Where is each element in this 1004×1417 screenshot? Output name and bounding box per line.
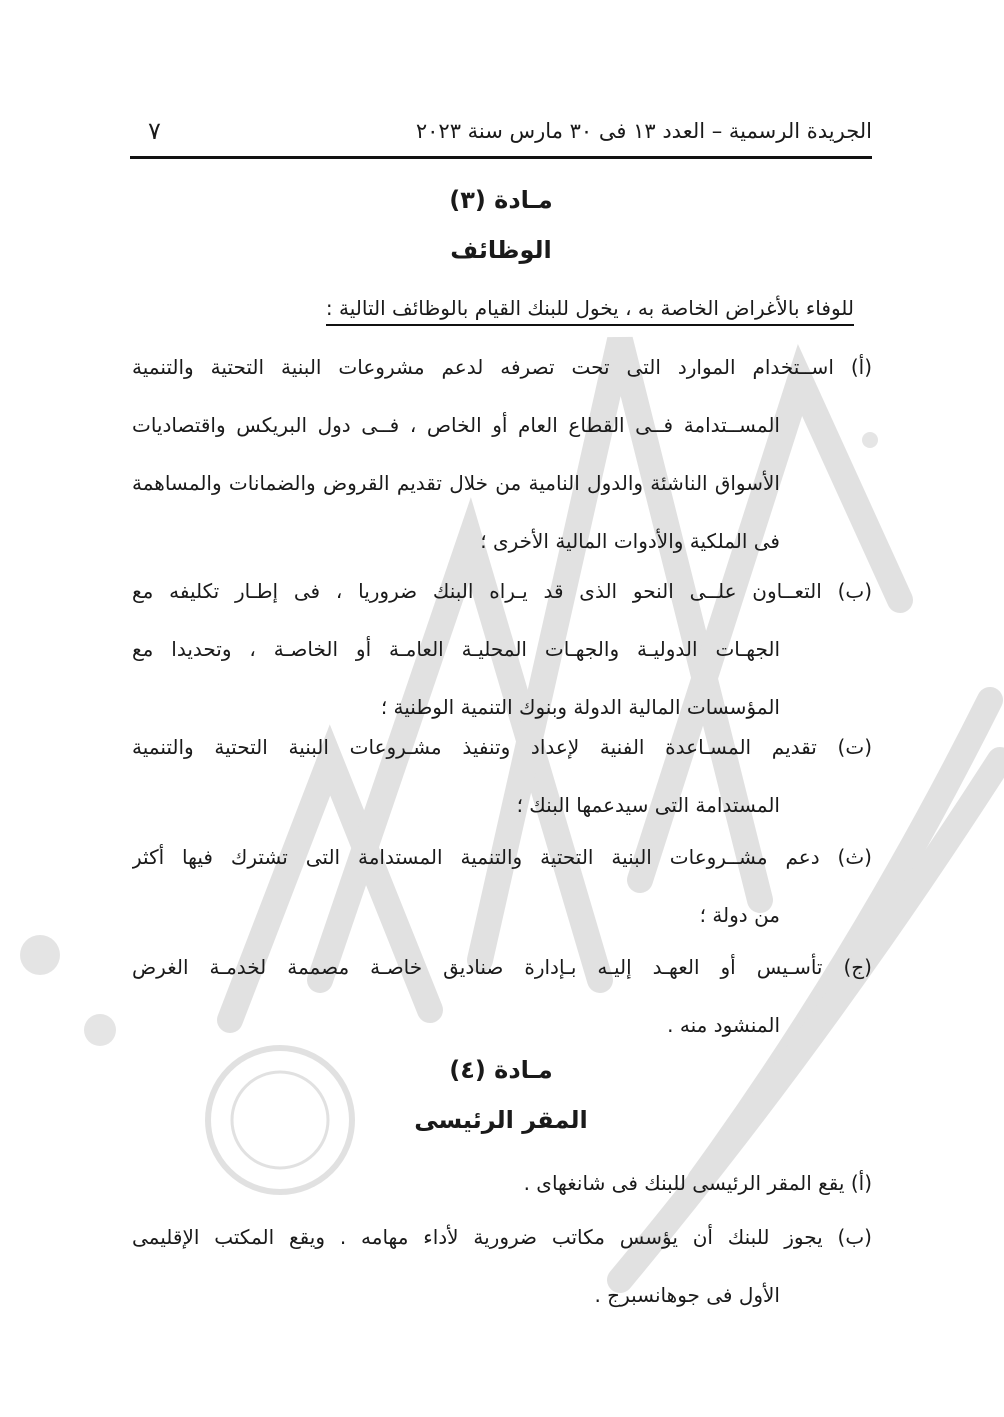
clause-line: (ب) يجوز للبنك أن يؤسس مكاتب ضرورية لأداء مهامه . ويقع المكتب الإقليمى — [132, 1225, 872, 1249]
clause-line: (أ) يقع المقر الرئيسى للبنك فى شانغهاى . — [523, 1171, 872, 1195]
clause-line: المستدامة التى سيدعمها البنك ؛ — [516, 793, 780, 817]
article-3-title: مـادة (٣) — [449, 186, 553, 214]
article-3-subtitle: الوظائف — [450, 236, 552, 264]
page-number: ٧ — [148, 117, 161, 145]
clause-line: (ج) تأسـيس أو العهـد إليـه بـإدارة صناديق خاصـة مصممة لخدمـة الغرض — [132, 955, 872, 979]
header-rule — [130, 156, 872, 159]
running-header — [130, 110, 872, 152]
article-4-subtitle: المقر الرئيسى — [414, 1106, 588, 1134]
clause-line: (ث) دعم مشــروعات البنية التحتية والتنمية المستدامة التى تشترك فيها أكثر — [132, 845, 872, 869]
clause-line: من دولة ؛ — [699, 903, 780, 927]
clause-line: (ب) التعــاون علــى النحو الذى قد يـراه البنك ضروريا ، فى إطـار تكليفه مع — [132, 579, 872, 603]
clause-line: الجهـات الدوليـة والجهـات المحليـة العامـة أو الخاصـة ، وتحديدا مع — [132, 637, 780, 661]
clause-3-j — [132, 938, 872, 1054]
clause-3-b — [132, 562, 872, 736]
publication-title: الجريدة الرسمية – العدد ١٣ فى ٣٠ مارس سنة ٢٠٢٣ — [415, 119, 872, 143]
clause-3-th — [132, 828, 872, 944]
clause-line: (ت) تقديم المسـاعدة الفنية لإعداد وتنفيذ مشـروعات البنية التحتية والتنمية — [132, 735, 872, 759]
clause-3-a — [132, 338, 872, 570]
clause-4-a — [132, 1154, 872, 1212]
clause-4-b — [132, 1208, 872, 1324]
clause-3-t — [132, 718, 872, 834]
clause-line: المســتدامة فــى القطاع العام أو الخاص ، فــى دول البريكس واقتصاديات — [132, 413, 780, 437]
clause-line: (أ) اســتخدام الموارد التى تحت تصرفه لدعم مشروعات البنية التحتية والتنمية — [132, 355, 872, 379]
clause-line: الأسواق الناشئة والدول النامية من خلال تقديم القروض والضمانات والمساهمة — [132, 471, 780, 495]
article-4-title: مـادة (٤) — [449, 1056, 553, 1084]
clause-line: المنشود منه . — [667, 1013, 780, 1037]
clause-line: فى الملكية والأدوات المالية الأخرى ؛ — [480, 529, 780, 553]
article-3-intro: للوفاء بالأغراض الخاصة به ، يخول للبنك القيام بالوظائف التالية : — [326, 296, 854, 326]
clause-line: المؤسسات المالية الدولة وبنوك التنمية الوطنية ؛ — [380, 695, 780, 719]
clause-line: الأول فى جوهانسبرج . — [594, 1283, 780, 1307]
